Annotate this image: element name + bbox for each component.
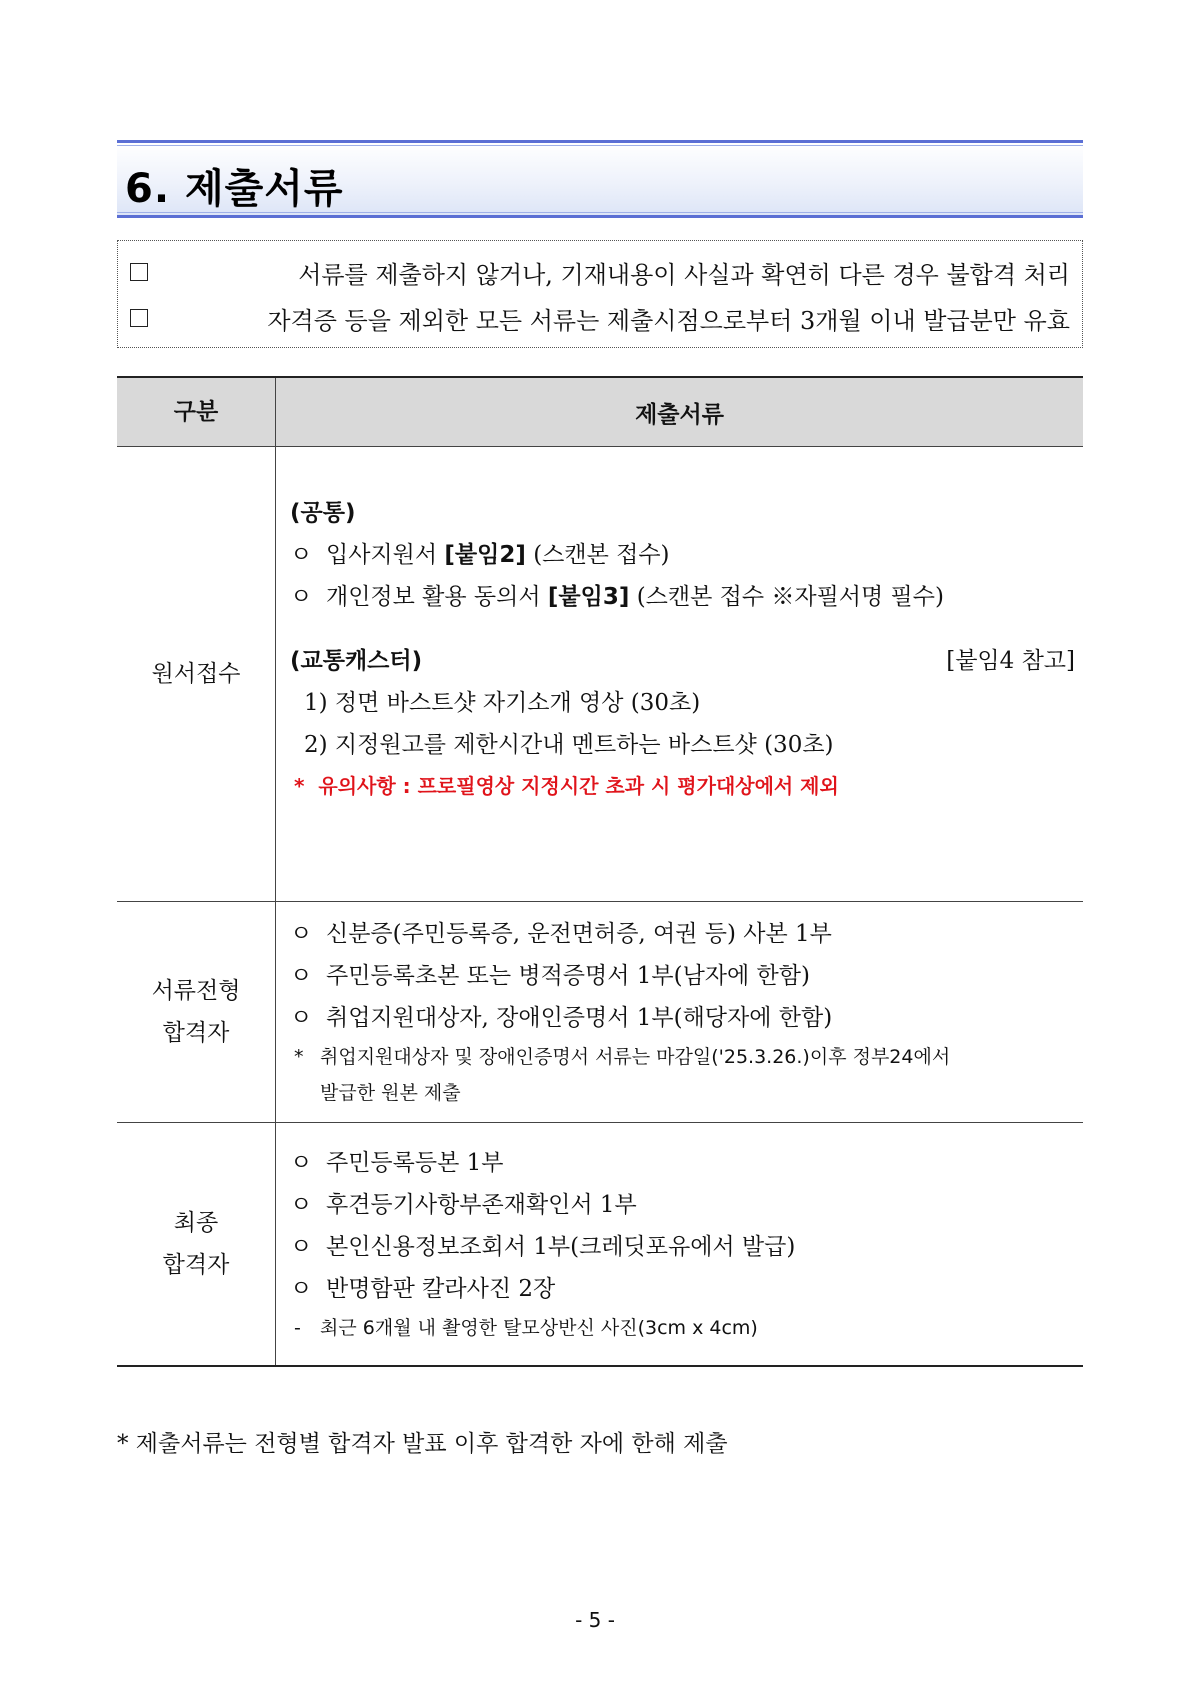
list-item: [290, 1142, 1075, 1184]
bullet: ㅇ: [290, 1234, 313, 1260]
row-documents: [276, 447, 1084, 902]
note-text: 취업지원대상자 및 장애인증명서 서류는 마감일('25.3.26.)이후 정부24에서: [320, 1046, 951, 1068]
warning-text: 유의사항 : 프로필영상 지정시간 초과 시 평가대상에서 제외: [318, 774, 839, 798]
category-line: 합격자: [162, 1252, 230, 1278]
item-note: (스캔본 접수): [533, 542, 670, 568]
list-item: [290, 1226, 1075, 1268]
notice-text: 자격증 등을 제외한 모든 서류는 제출시점으로부터 3개월 이내 발급분만 유효: [267, 306, 1070, 335]
table-row: [117, 1123, 1083, 1367]
item-text: 후견등기사항부존재확인서 1부: [326, 1192, 637, 1218]
list-item: [290, 997, 1075, 1039]
sub-note-line: [290, 1310, 1075, 1346]
notice-box: [117, 240, 1083, 348]
section-title: 6. 제출서류: [125, 166, 344, 212]
item-text: 입사지원서: [326, 542, 438, 568]
bullet: ㅇ: [290, 1005, 313, 1031]
bullet: ㅇ: [290, 584, 313, 610]
sub-note-mark: -: [294, 1317, 301, 1339]
item-text: 반명함판 칼라사진 2장: [326, 1276, 556, 1302]
group-heading: (교통캐스터): [290, 648, 423, 674]
category-line: 서류전형: [151, 978, 241, 1004]
table-row: [117, 902, 1083, 1123]
sub-note-text: 최근 6개월 내 촬영한 탈모상반신 사진(3cm x 4cm): [320, 1317, 758, 1339]
notice-line: [130, 295, 1070, 341]
group-heading-row: [290, 640, 1075, 682]
header-category: 구분: [117, 377, 276, 447]
item-text: 개인정보 활용 동의서: [326, 584, 541, 610]
row-category: [117, 1123, 276, 1367]
list-item: [290, 1184, 1075, 1226]
item-text: 주민등록초본 또는 병적증명서 1부(남자에 한함): [326, 963, 810, 989]
list-item: 2) 지정원고를 제한시간내 멘트하는 바스트샷 (30초): [304, 732, 834, 758]
attachment-tag: [붙임3]: [547, 584, 630, 610]
bullet: ㅇ: [290, 1276, 313, 1302]
bullet: ㅇ: [290, 921, 313, 947]
item-text: 신분증(주민등록증, 운전면허증, 여권 등) 사본 1부: [326, 921, 832, 947]
group-heading: (공통): [290, 500, 356, 526]
row-category: [117, 447, 276, 902]
list-item: [290, 534, 1075, 576]
documents-table: [117, 376, 1083, 1367]
footnote: * 제출서류는 전형별 합격자 발표 이후 합격한 자에 한해 제출: [117, 1431, 728, 1457]
category-line: 합격자: [162, 1020, 230, 1046]
bullet: ㅇ: [290, 963, 313, 989]
section-title-banner: [117, 140, 1083, 218]
category-line: 원서접수: [151, 661, 241, 687]
page-number: - 5 -: [575, 1608, 615, 1632]
row-category: [117, 902, 276, 1123]
list-item: [290, 955, 1075, 997]
note-mark: *: [294, 1046, 304, 1068]
warning-mark: *: [294, 774, 305, 798]
notice-line: [130, 249, 1070, 295]
notice-text: 서류를 제출하지 않거나, 기재내용이 사실과 확연히 다른 경우 불합격 처리: [298, 260, 1070, 289]
list-item: [290, 913, 1075, 955]
item-text: 취업지원대상자, 장애인증명서 1부(해당자에 한함): [326, 1005, 833, 1031]
row-documents: [276, 1123, 1084, 1367]
item-text: 본인신용정보조회서 1부(크레딧포유에서 발급): [326, 1234, 796, 1260]
warning-note: [290, 766, 1075, 806]
category-line: 최종: [173, 1210, 219, 1236]
list-item: 1) 정면 바스트샷 자기소개 영상 (30초): [304, 690, 701, 716]
checkbox-icon: [130, 263, 148, 281]
item-text: 주민등록등본 1부: [326, 1150, 504, 1176]
table-row: [117, 447, 1083, 902]
attachment-tag: [붙임2]: [444, 542, 526, 568]
checkbox-icon: [130, 309, 148, 327]
header-documents: 제출서류: [276, 377, 1084, 447]
bullet: ㅇ: [290, 1150, 313, 1176]
bullet: ㅇ: [290, 1192, 313, 1218]
bullet: ㅇ: [290, 542, 313, 568]
note-line: [290, 1039, 1075, 1075]
table-header-row: [117, 377, 1083, 447]
note-line: 발급한 원본 제출: [320, 1082, 461, 1104]
list-item: [290, 576, 1075, 618]
row-documents: [276, 902, 1084, 1123]
list-item: [290, 1268, 1075, 1310]
reference-note: [붙임4 참고]: [946, 648, 1075, 674]
item-note: (스캔본 접수 ※자필서명 필수): [636, 584, 944, 610]
